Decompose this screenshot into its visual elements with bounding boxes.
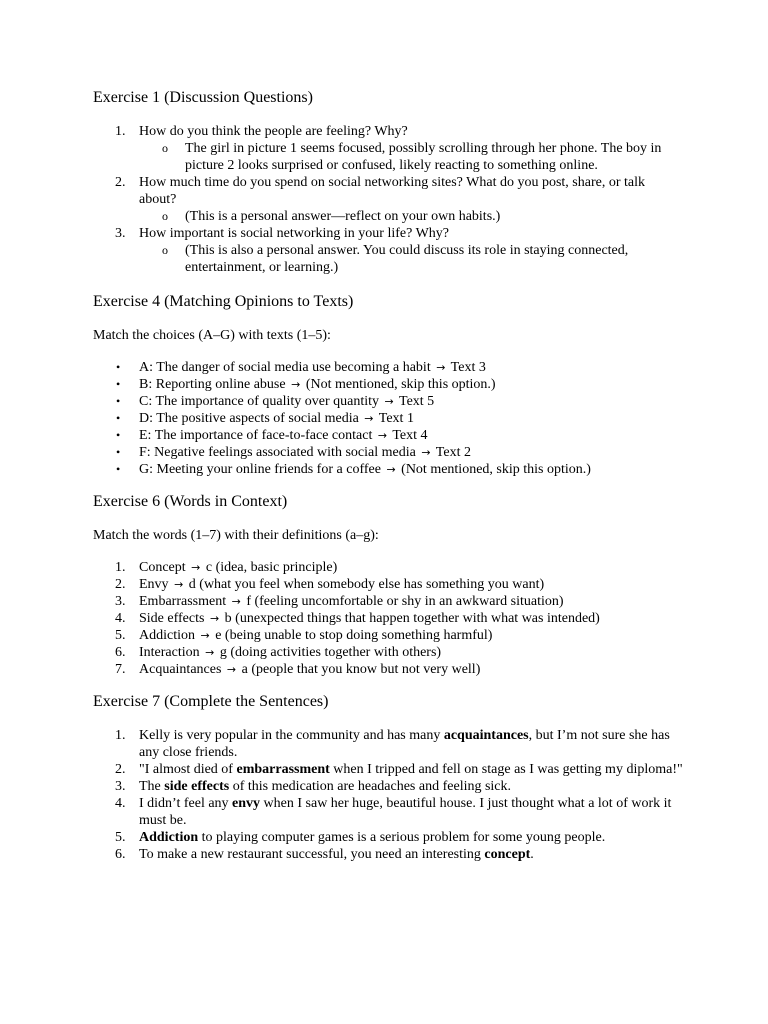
definition-text: a (people that you know but not very well) xyxy=(241,662,481,677)
sentence-post: when I tripped and fell on stage as I was getting my diploma!" xyxy=(329,762,683,777)
sub-bullet-icon: o xyxy=(162,209,168,223)
definition-text: d (what you feel when somebody else has something you want) xyxy=(188,577,545,592)
sentence-pre: The xyxy=(139,779,165,794)
item-number: 7. xyxy=(115,662,126,677)
list-item xyxy=(93,627,683,644)
item-number: 5. xyxy=(115,628,126,643)
list-item xyxy=(93,576,683,593)
choice-text: G: Meeting your online friends for a coffee xyxy=(139,462,381,477)
arrow-icon: → xyxy=(386,463,396,476)
bullet-icon: • xyxy=(116,411,121,425)
bullet-icon: • xyxy=(116,377,121,391)
exercise-6-section xyxy=(93,492,683,678)
answer-word: Addiction xyxy=(139,830,199,845)
document-content xyxy=(93,88,683,877)
arrow-icon: → xyxy=(226,663,237,676)
sentence-pre: To make a new restaurant successful, you need an interesting xyxy=(139,847,485,862)
question-text: How important is social networking in your life? Why? xyxy=(139,226,450,241)
exercise-4-title: Exercise 4 (Matching Opinions to Texts) xyxy=(93,293,354,310)
list-item xyxy=(93,661,683,678)
choice-text: C: The importance of quality over quantity xyxy=(139,394,380,409)
word-text: Concept xyxy=(139,560,186,575)
sentence-post: of this medication are headaches and feeling sick. xyxy=(229,779,512,794)
sentence-pre: "I almost died of xyxy=(139,762,237,777)
exercise-4-list xyxy=(93,359,683,478)
list-item xyxy=(93,593,683,610)
definition-text: b (unexpected things that happen together with what was intended) xyxy=(224,611,600,626)
answer-text: (This is also a personal answer. You could discuss its role in staying connected, entertainment, or learning.) xyxy=(185,243,629,275)
choice-text: B: Reporting online abuse xyxy=(139,377,286,392)
item-number: 3. xyxy=(115,779,126,794)
arrow-icon: → xyxy=(191,561,201,574)
item-number: 4. xyxy=(115,796,126,811)
item-number: 4. xyxy=(115,611,126,626)
exercise-7-section xyxy=(93,692,683,863)
sub-answer xyxy=(93,208,683,225)
sentence-post: when I saw her huge, beautiful house. I just thought what a lot of work it must be. xyxy=(139,796,672,828)
list-item xyxy=(93,225,683,276)
exercise-1-list xyxy=(93,123,683,276)
arrow-icon: → xyxy=(174,578,184,591)
list-item xyxy=(93,761,683,778)
list-item xyxy=(93,123,683,174)
definition-text: e (being unable to stop doing something harmful) xyxy=(215,628,493,643)
answer-text: Text 1 xyxy=(378,411,414,426)
bullet-icon: • xyxy=(116,394,121,408)
sub-answer xyxy=(93,242,683,276)
answer-text: (Not mentioned, skip this option.) xyxy=(305,377,496,392)
list-item xyxy=(93,795,683,829)
list-item xyxy=(93,410,683,427)
exercise-6-instructions: Match the words (1–7) with their definitions (a–g): xyxy=(93,528,379,543)
arrow-icon: → xyxy=(384,395,394,408)
arrow-icon: → xyxy=(421,446,431,459)
sentence-pre: Kelly is very popular in the community and has many xyxy=(139,728,444,743)
definition-text: f (feeling uncomfortable or shy in an awkward situation) xyxy=(246,594,564,609)
item-number: 1. xyxy=(115,560,126,575)
item-number: 3. xyxy=(115,226,126,241)
answer-text: (This is a personal answer—reflect on your own habits.) xyxy=(185,209,501,224)
sentence-post: to playing computer games is a serious problem for some young people. xyxy=(198,830,606,845)
list-item xyxy=(93,727,683,761)
answer-word: embarrassment xyxy=(236,762,330,777)
list-item xyxy=(93,846,683,863)
exercise-7-title: Exercise 7 (Complete the Sentences) xyxy=(93,693,329,710)
item-number: 2. xyxy=(115,175,126,190)
bullet-icon: • xyxy=(116,462,121,476)
exercise-6-list xyxy=(93,559,683,678)
item-number: 3. xyxy=(115,594,126,609)
item-number: 2. xyxy=(115,577,126,592)
item-number: 1. xyxy=(115,124,126,139)
answer-text: The girl in picture 1 seems focused, possibly scrolling through her phone. The boy in picture 2 looks surprised or confused, likely reacting to something online. xyxy=(185,141,662,173)
arrow-icon: → xyxy=(231,595,241,608)
answer-text: Text 3 xyxy=(450,360,486,375)
definition-text: c (idea, basic principle) xyxy=(205,560,338,575)
exercise-7-list xyxy=(93,727,683,863)
question-text: How do you think the people are feeling? Why? xyxy=(139,124,408,139)
list-item xyxy=(93,393,683,410)
bullet-icon: • xyxy=(116,360,121,374)
item-number: 2. xyxy=(115,762,126,777)
bullet-icon: • xyxy=(116,445,121,459)
list-item xyxy=(93,829,683,846)
exercise-1-title: Exercise 1 (Discussion Questions) xyxy=(93,89,313,106)
sub-bullet-icon: o xyxy=(162,141,168,155)
answer-word: acquaintances xyxy=(443,728,529,743)
answer-text: (Not mentioned, skip this option.) xyxy=(401,462,591,477)
sentence-post: , but I’m not sure she has any close friends. xyxy=(139,728,670,760)
list-item xyxy=(93,778,683,795)
word-text: Acquaintances xyxy=(139,662,222,677)
arrow-icon: → xyxy=(364,412,374,425)
item-number: 6. xyxy=(115,847,126,862)
exercise-1-section xyxy=(93,88,683,276)
list-item xyxy=(93,376,683,393)
answer-word: concept xyxy=(484,847,531,862)
arrow-icon: → xyxy=(200,629,210,642)
list-item xyxy=(93,461,683,478)
arrow-icon: → xyxy=(209,612,220,625)
list-item xyxy=(93,559,683,576)
list-item xyxy=(93,359,683,376)
arrow-icon: → xyxy=(436,361,446,374)
definition-text: g (doing activities together with others) xyxy=(219,645,442,660)
list-item xyxy=(93,174,683,225)
question-text: How much time do you spend on social networking sites? What do you post, share, or talk about? xyxy=(139,175,645,207)
answer-word: side effects xyxy=(164,779,230,794)
exercise-4-section xyxy=(93,292,683,478)
word-text: Interaction xyxy=(139,645,200,660)
item-number: 5. xyxy=(115,830,126,845)
list-item xyxy=(93,444,683,461)
word-text: Envy xyxy=(139,577,169,592)
choice-text: F: Negative feelings associated with social media xyxy=(139,445,416,460)
exercise-4-instructions: Match the choices (A–G) with texts (1–5): xyxy=(93,328,331,343)
exercise-6-title: Exercise 6 (Words in Context) xyxy=(93,493,288,510)
word-text: Embarrassment xyxy=(139,594,227,609)
answer-text: Text 5 xyxy=(399,394,435,409)
choice-text: E: The importance of face-to-face contact xyxy=(139,428,373,443)
choice-text: D: The positive aspects of social media xyxy=(139,411,359,426)
word-text: Side effects xyxy=(139,611,205,626)
list-item xyxy=(93,644,683,661)
answer-text: Text 2 xyxy=(435,445,471,460)
sub-answer xyxy=(93,140,683,174)
answer-word: envy xyxy=(232,796,261,811)
sub-bullet-icon: o xyxy=(162,243,168,257)
sentence-pre: I didn’t feel any xyxy=(139,796,233,811)
item-number: 6. xyxy=(115,645,126,660)
word-text: Addiction xyxy=(139,628,195,643)
arrow-icon: → xyxy=(291,378,301,391)
item-number: 1. xyxy=(115,728,126,743)
bullet-icon: • xyxy=(116,428,121,442)
choice-text: A: The danger of social media use becoming a habit xyxy=(139,360,431,375)
list-item xyxy=(93,610,683,627)
list-item xyxy=(93,427,683,444)
answer-text: Text 4 xyxy=(392,428,428,443)
arrow-icon: → xyxy=(377,429,388,442)
sentence-post: . xyxy=(530,847,534,862)
arrow-icon: → xyxy=(205,646,215,659)
